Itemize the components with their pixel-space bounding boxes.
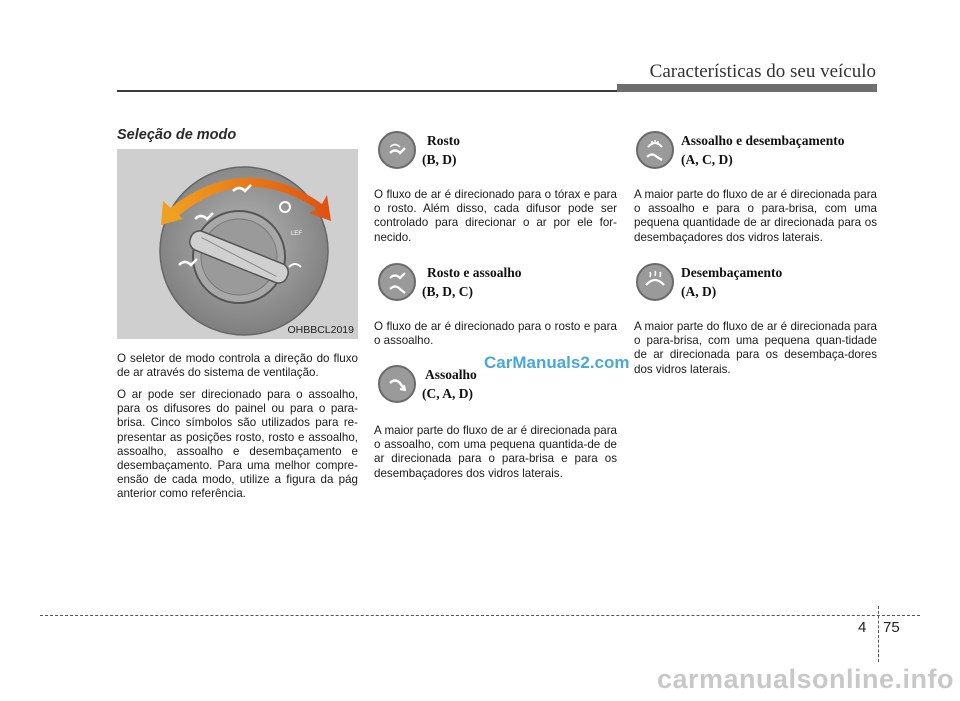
mode-code-desembacamento: (A, D): [681, 284, 717, 299]
face-vent-icon: [378, 131, 416, 169]
mode-title-assoalho-desembacamento: Assoalho e desembaçamento: [681, 133, 845, 148]
figure-code: OHBBCL2019: [287, 324, 354, 336]
header-rule-bar: [617, 84, 877, 92]
defrost-icon: [636, 263, 674, 301]
chapter-number: 4: [858, 619, 867, 636]
intro-paragraph: O seletor de modo controla a direção do fluxo de ar através do sistema de ventilação.: [117, 352, 358, 380]
mode-code-assoalho: (C, A, D): [422, 386, 473, 401]
bilevel-vent-icon: [378, 263, 416, 301]
floor-vent-icon: [378, 365, 416, 403]
mode-title-rosto-assoalho: Rosto e assoalho: [427, 265, 522, 280]
mode-title-assoalho: Assoalho: [425, 367, 477, 382]
mode-text-desembacamento: A maior parte do fluxo de ar é direcionada para o para-brisa, com uma pequena quan-tidade de ar direcionada para os desembaça-dores dos vidros laterais.: [634, 320, 877, 376]
mode-code-assoalho-desembacamento: (A, C, D): [681, 152, 733, 167]
mode-title-desembacamento: Desembaçamento: [681, 265, 783, 280]
mode-text-rosto: O fluxo de ar é direcionado para o tórax e para o rosto. Além disso, cada difusor pode ser controlado para direcionar o ar por ele for-necido.: [374, 188, 617, 244]
section-title: Seleção de modo: [117, 127, 237, 143]
mode-title-rosto: Rosto: [427, 133, 460, 148]
mode-selector-figure: [117, 149, 358, 339]
floor-defrost-icon: [636, 131, 674, 169]
page-number: 75: [883, 619, 900, 636]
site-mark: carmanualsonline.info: [656, 664, 954, 694]
mode-text-rosto-assoalho: O fluxo de ar é direcionado para o rosto e para o assoalho.: [374, 320, 617, 348]
header-rule: [117, 90, 617, 92]
mode-text-assoalho: A maior parte do fluxo de ar é direcionada para o assoalho, com uma pequena quantida-de de ar direcionada para o para-brisa e para os desembaçadores dos vidros laterais.: [374, 424, 617, 480]
mode-code-rosto-assoalho: (B, D, C): [422, 284, 473, 299]
footer-rule: [40, 615, 920, 616]
knob-label: LEF: [291, 231, 303, 237]
footer-divider: [878, 606, 879, 662]
watermark: CarManuals2.com: [484, 353, 630, 372]
detail-paragraph: O ar pode ser direcionado para o assoalho, para os difusores do painel ou para o para-brisa. Cinco símbolos são utilizados para re-presentar as posições rosto, rosto e assoalho, assoalho, assoalho e desembaçamento e desembaçamento. Para uma melhor compre-ensão de cada modo, utilize a figura da pág anterior como referência.: [117, 388, 358, 501]
header-title: Características do seu veículo: [649, 61, 876, 82]
mode-code-rosto: (B, D): [422, 152, 457, 167]
mode-text-assoalho-desembacamento: A maior parte do fluxo de ar é direcionada para o assoalho e para o para-brisa, com uma pequena quantidade de ar direcionada para os desembaçadores dos vidros laterais.: [634, 188, 877, 244]
